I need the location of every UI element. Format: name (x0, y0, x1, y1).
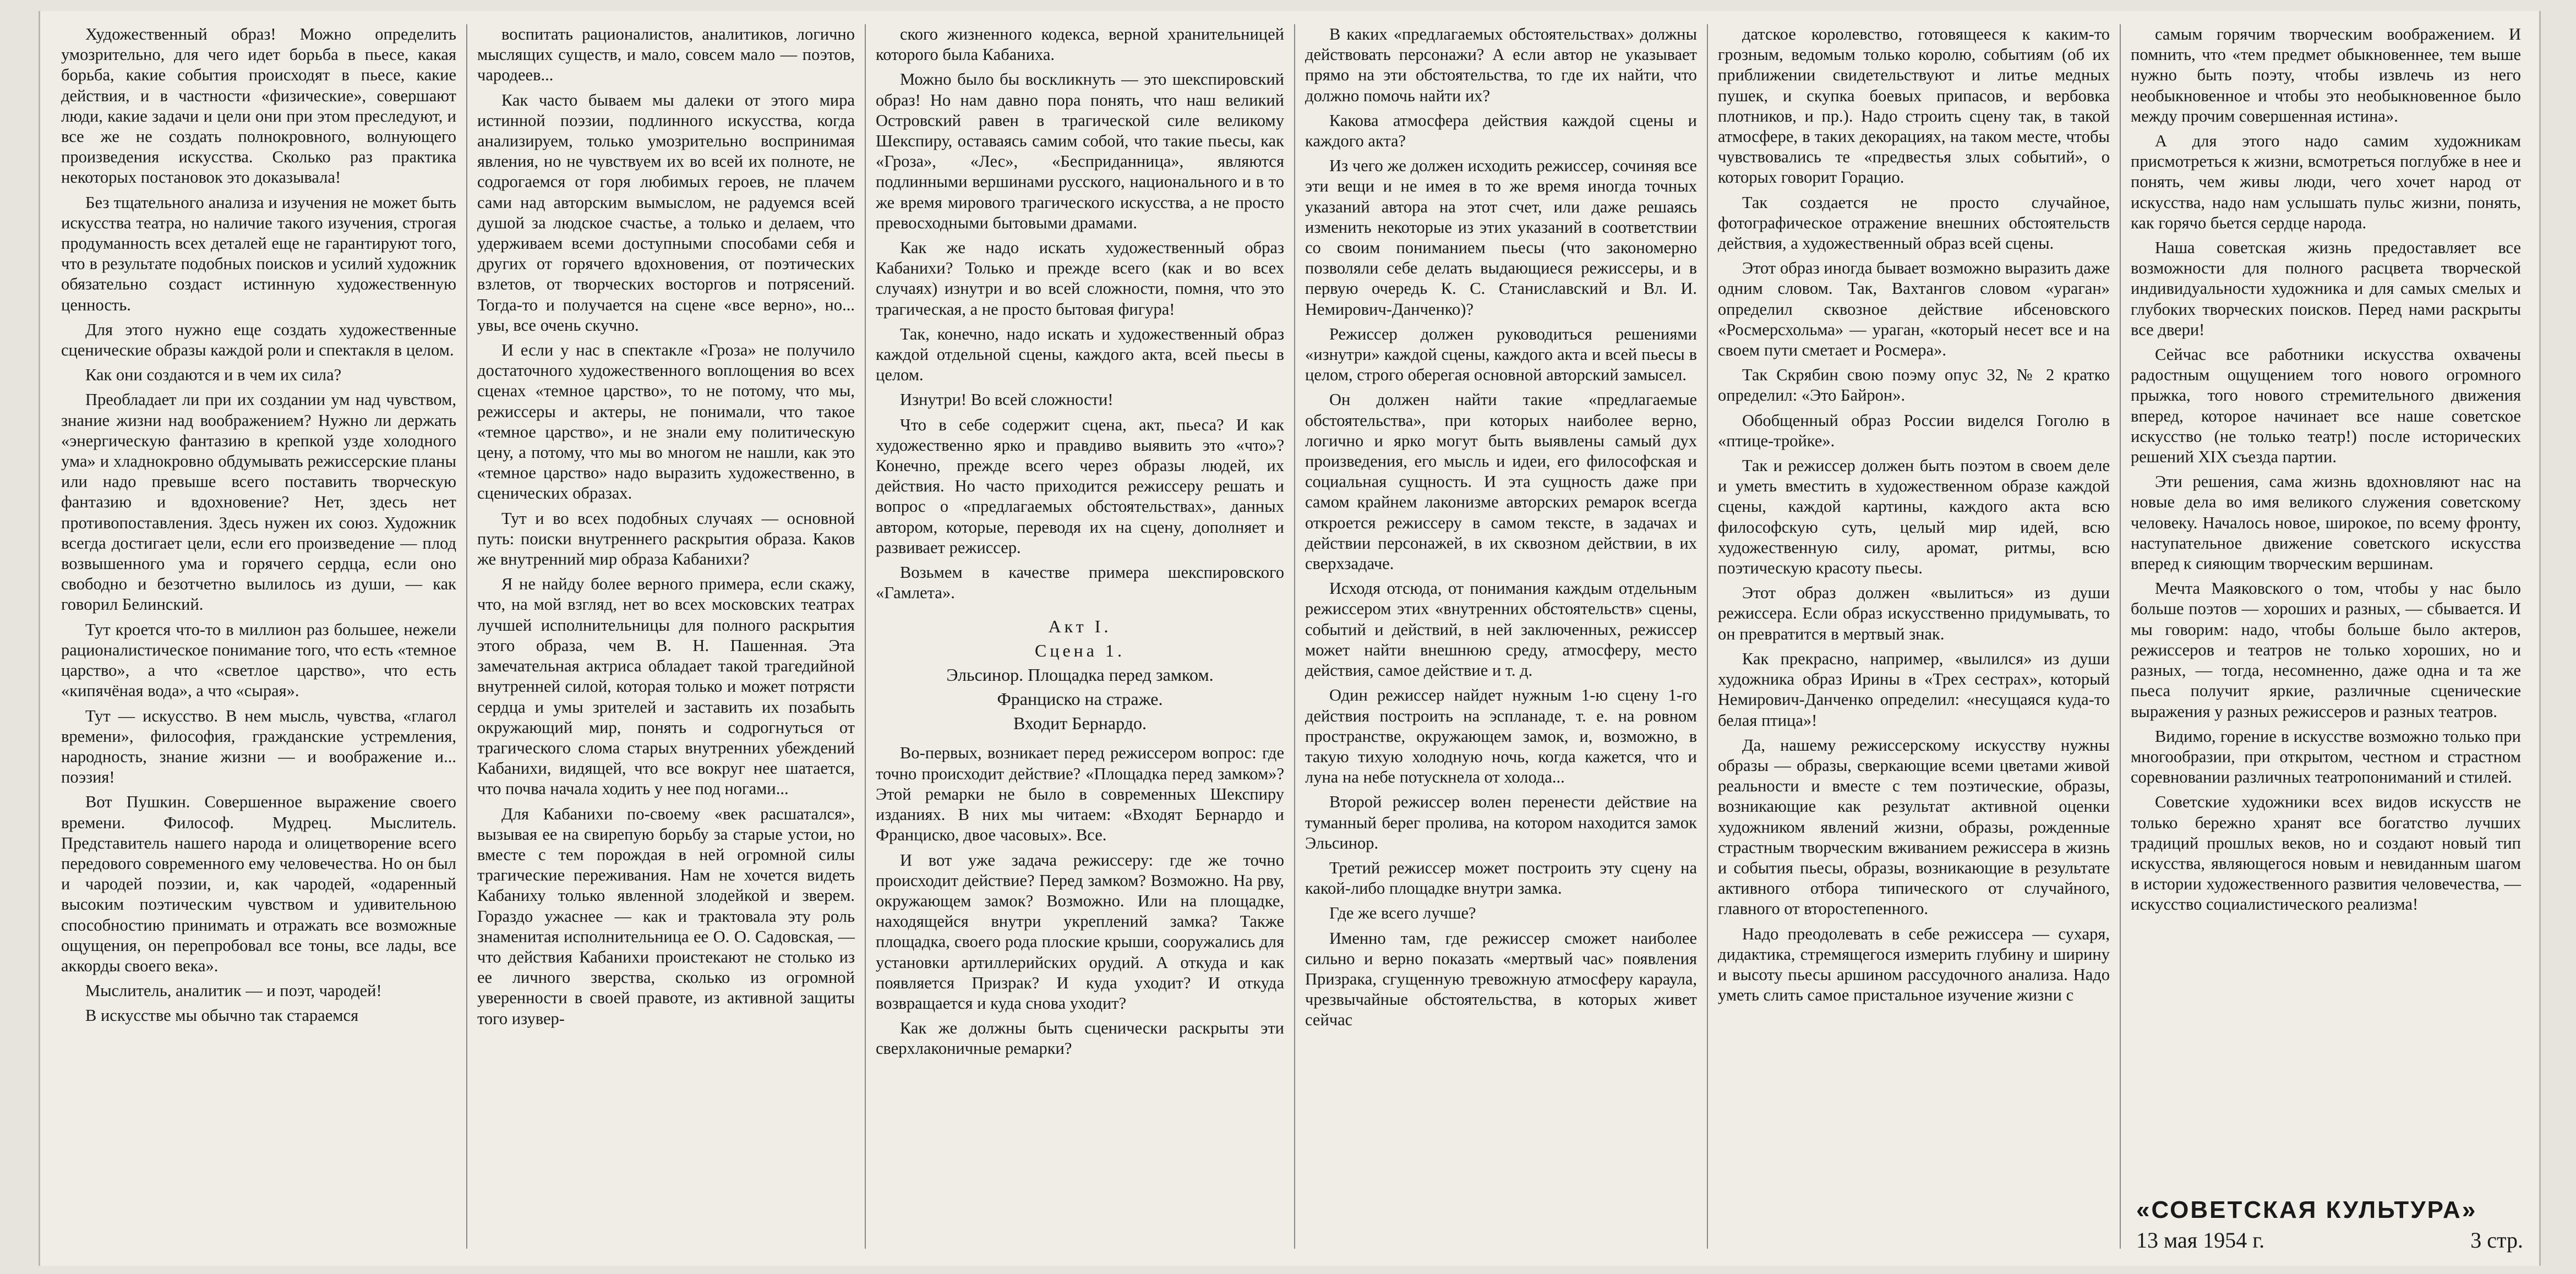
paragraph: Без тщательного анализа и изучения не может быть искусства театра, но наличие такого изучения, строгая продуманность всех деталей еще не гарантируют того, что в результате подобных поисков и усилий художник обязательно создаст истинную художественную ценность. (61, 193, 456, 314)
paragraph: В каких «предлагаемых обстоятельствах» должны действовать персонажи? А если автор не указывает прямо на эти обстоятельства, то где их найти, что должно помочь найти их? (1305, 25, 1697, 105)
paragraph: Наша советская жизнь предоставляет все возможности для полного расцвета творческой индивидуальности художника и для самых смелых и глубоких творческих поисков. Перед нами раскрыты все двери! (2131, 238, 2521, 339)
paragraph: И если у нас в спектакле «Гроза» не получило достаточного художественного воплощения во всех сценах «темное царство», то не потому, что мы, режиссеры и актеры, не понимали, что такое «темное царство», и не знали ему политическую цену, а потому, что мы во многом не нашли, как это «темное царство» надо выразить художественно, в сценических образах. (477, 341, 855, 503)
newspaper-page (39, 11, 2541, 1266)
paragraph: Так Скрябин свою поэму опус 32, № 2 кратко определил: «Это Байрон». (1718, 365, 2110, 405)
paragraph: Один режиссер найдет нужным 1-ю сцену 1-го действия построить на эспланаде, т. е. на ровном пространстве, окружающем замок, и, возможно, в такую тихую холодную ночь, когда кажется, что и луна на небе потускнела от холода... (1305, 686, 1697, 787)
paragraph: Для этого нужно еще создать художественные сценические образы каждой роли и спектакля в целом. (61, 320, 456, 360)
paragraph: Так, конечно, надо искать и художественный образ каждой отдельной сцены, каждого акта, всей пьесы в целом. (876, 324, 1284, 385)
paragraph: датское королевство, готовящееся к каким-то грозным, ведомым только королю, событиям (об их приближении свидетельствуют и литье медных пушек, и скупка боевых припасов, и вербовка плотников, и пр.). Надо строить сцену так, в такой атмосфере, в таких декорациях, на таком месте, чтобы чувствовались те «предвестья злых событий», о которых говорит Горацио. (1718, 25, 2110, 187)
issue-line (2136, 1227, 2523, 1253)
paragraph: Во-первых, возникает перед режиссером вопрос: где точно происходит действие? «Площадка перед замком»? Этой ремарки не было в современных Шекспиру изданиях. В них мы читаем: «Входят Бернардо и Франциско, двое часовых». Все. (876, 743, 1284, 845)
play-excerpt-line: Сцена 1. (1035, 641, 1125, 661)
paragraph: воспитать рационалистов, аналитиков, логично мыслящих существ, и мало, совсем мало — поэтов, чародеев... (477, 25, 855, 85)
play-excerpt-line: Франциско на страже. (997, 689, 1163, 709)
paragraph: Вот Пушкин. Совершенное выражение своего времени. Философ. Мудрец. Мыслитель. Представитель нашего народа и олицетворение всего передового современного ему человечества. Но он был и чародей поэзии, и, как чародей, «одаренный высоким поэтическим чувством и удивительною способностию принимать и отражать все возможные ощущения, он перепробовал все тоны, все лады, все аккорды своего века». (61, 792, 456, 975)
paragraph: Изнутри! Во всей сложности! (900, 390, 1114, 409)
paragraph: Мечта Маяковского о том, чтобы у нас было больше поэтов — хороших и разных, — сбывается. И мы говорим: надо, чтобы больше было актеров, режиссеров и театров не только хороших, но и разных, — тогда, несомненно, даже одна и та же пьеса получит яркие, различные сценические выражения у разных режиссеров и разных театров. (2131, 579, 2521, 721)
paragraph: Тут — искусство. В нем мысль, чувства, «глагол времени», философия, гражданские устремления, народность, знание жизни — и воображение и... поэзия! (61, 706, 456, 787)
paragraph: Преобладает ли при их создании ум над чувством, знание жизни над воображением? Нужно ли держать «энергическую фантазию в крепкой узде холодного ума» и хладнокровно обдумывать режиссерские планы или надо превыше всего поставить творческую фантазию и вдохновение? Нет, здесь нет противопоставления. Здесь нужен их союз. Художник всегда достигает цели, если его произведение — плод возвышенного ума и горячего сердца, если оно свободно и безотчетно вылилось из души, — как говорил Белинский. (61, 390, 456, 614)
paragraph: И вот уже задача режиссеру: где же точно происходит действие? Перед замком? Возможно. На рву, окружающем замок? Возможно. Или на площадке, находящейся внутри укреплений замка? Также площадка, своего рода плоские крыши, сооружались для установки артиллерийских орудий. А откуда и как появляется Призрак? И куда уходит? И откуда возвращается и куда снова уходит? (876, 850, 1284, 1013)
play-excerpt-line: Акт I. (1048, 616, 1112, 637)
paragraph: Тут кроется что-то в миллион раз большее, нежели рационалистическое понимание того, что есть «темное царство», а что «светлое царство», что есть «кипячёная вода», а что «сырая». (61, 620, 456, 701)
paragraph: Он должен найти такие «предлагаемые обстоятельства», при которых наиболее верно, логично и ярко могут быть выявлены самый дух произведения, его мысль и идеи, его философская и социальная сущность. И эта сущность даже при самом крайнем лаконизме авторских ремарок всегда откроется режиссеру в самом тексте, в задачах и действии персонажей, в их сквозном действии, в их сверхзадаче. (1305, 390, 1697, 573)
paragraph: Можно было бы воскликнуть — это шекспировский образ! Но нам давно пора понять, что наш великий Островский равен в трагической силе великому Шекспиру, оставаясь самим собой, что такие пьесы, как «Гроза», «Лес», «Бесприданница», являются подлинными вершинами русского, национального и в то же время мирового трагического искусства, а не просто превосходными бытовыми драмами. (876, 70, 1284, 232)
newspaper-title: «СОВЕТСКАЯ КУЛЬТУРА» (2136, 1196, 2477, 1223)
paragraph: Советские художники всех видов искусств не только бережно хранят все богатство лучших традиций прошлых веков, но и создают новый тип искусства, являющегося новым и невиданным шагом в истории художественного развития человечества, — искусство социалистического реализма! (2131, 792, 2521, 914)
paragraph: Что в себе содержит сцена, акт, пьеса? И как художественно ярко и правдиво выявить это «что»? Конечно, прежде всего через образы людей, их действия. Но часто приходится режиссеру решать и вопрос о «предлагаемых обстоятельствах», данных автором, которые, переводя их на сцену, дополняет и развивает режиссер. (876, 415, 1284, 557)
paragraph: Сейчас все работники искусства охвачены радостным ощущением того нового огромного прыжка, того нового стремительного движения вперед, которое начинает все наше советское искусство (не только театр!) после исторических решений XIX съезда партии. (2131, 345, 2521, 467)
masthead (2136, 1196, 2523, 1253)
paragraph: Да, нашему режиссерскому искусству нужны образы — образы, сверкающие всеми цветами живой реальности и вместе с тем поэтические, образы, возникающие как результат активной оценки художником явлений жизни, образы, рожденные страстным творческим вживанием режиссера в жизнь и события пьесы, образы, возникающие в результате активного отбора типического от случайного, главного от второстепенного. (1718, 735, 2110, 918)
paragraph: Художественный образ! Можно определить умозрительно, для чего идет борьба в пьесе, какая борьба, какие события происходят в пьесе, какие действия, и в частности «физические», совершают люди, какие задачи и цели они при этом преследуют, и все же не создать полнокровного, волнующего произведения искусства. Сколько раз практика некоторых постановок это доказывала! (61, 25, 456, 187)
text-column (1295, 24, 1708, 1249)
play-excerpt (876, 614, 1284, 735)
paragraph: Обобщенный образ России виделся Гоголю в «птице-тройке». (1718, 411, 2110, 450)
paragraph: Для Кабанихи по-своему «век расшатался», вызывая ее на свирепую борьбу за старые устои, но вместе с тем порождая в ней огромной силы трагические переживания. Нам не хочется видеть Кабаниху только явленной злодейкой и зверем. Гораздо ужаснее — как и трактовала эту роль знаменитая исполнительница ее О. О. Садовская, — что действия Кабанихи проистекают не столько из ее личного зверства, сколько из огромной уверенности в своей правоте, из активной защиты того изувер- (477, 804, 855, 1028)
paragraph: Тут и во всех подобных случаях — основной путь: поиски внутреннего раскрытия образа. Каков же внутренний мир образа Кабанихи? (477, 508, 855, 569)
paragraph: самым горячим творческим воображением. И помнить, что «тем предмет обыкновеннее, тем выше нужно быть поэту, чтобы извлечь из него необыкновенное и чтобы это необыкновенное было между прочим совершенная истина». (2131, 25, 2521, 125)
paragraph: Режиссер должен руководиться решениями «изнутри» каждой сцены, каждого акта и всей пьесы в целом, строго оберегая основной авторский замысел. (1305, 324, 1697, 385)
paragraph: Именно там, где режиссер сможет наиболее сильно и верно показать «мертвый час» появления Призрака, сгущенную тревожную атмосферу караула, чрезвычайные обстоятельства, в которых живет сейчас (1305, 928, 1697, 1030)
text-column (1708, 24, 2121, 1249)
paragraph: Как часто бываем мы далеки от этого мира истинной поэзии, подлинного искусства, когда анализируем, только умозрительно воспринимая явления, но не чувствуем их во всей их полноте, не содрогаемся от горя любимых героев, не плачем сами над авторским вымыслом, не радуемся всей душой за людское счастье, а только и делаем, что удерживаем всеми доступными способами себя и других от горячего вдохновения, от поэтических взлетов, от творческих восторгов и потрясений. Тогда-то и получается на сцене «все верно», но... увы, все очень скучно. (477, 90, 855, 335)
paragraph: Как прекрасно, например, «вылился» из души художника образ Ирины в «Трех сестрах», который Немирович-Данченко определил: «несущаяся куда-то белая птица»! (1718, 649, 2110, 730)
paragraph: Надо преодолевать в себе режиссера — сухаря, дидактика, стремящегося измерить глубину и ширину и высоту пьесы аршином рассудочного анализа. Надо уметь слить самое пристальное изучение жизни с (1718, 924, 2110, 1005)
paragraph: Третий режиссер может построить эту сцену на какой-либо площадке внутри замка. (1305, 858, 1697, 898)
paragraph: Как же надо искать художественный образ Кабанихи? Только и прежде всего (как и во всех случаях) изнутри и во всей сложности, помня, что это трагическая, а не просто бытовая фигура! (876, 238, 1284, 319)
paragraph: Мыслитель, аналитик — и поэт, чародей! (85, 981, 382, 1000)
paragraph: Так создается не просто случайное, фотографическое отражение внешних обстоятельств действия, а художественный образ всей сцены. (1718, 193, 2110, 253)
paragraph: Второй режиссер волен перенести действие на туманный берег пролива, на котором находится замок Эльсинор. (1305, 792, 1697, 852)
page-number: 3 стр. (2470, 1228, 2523, 1253)
paragraph: ского жизненного кодекса, верной хранительницей которого была Кабаниха. (876, 25, 1284, 64)
play-excerpt-line: Входит Бернардо. (1013, 713, 1147, 734)
paragraph: В искусстве мы обычно так стараемся (85, 1006, 359, 1025)
paragraph: Этот образ должен «вылиться» из души режиссера. Если образ искусственно придумывать, то он превратится в мертвый знак. (1718, 583, 2110, 643)
play-excerpt-line: Эльсинор. Площадка перед замком. (946, 665, 1214, 685)
paragraph: Видимо, горение в искусстве возможно только при многообразии, при открытом, честном и страстном соревновании различных театропониманий и стилей. (2131, 726, 2521, 787)
paragraph: Как же должны быть сценически раскрыты эти сверхлаконичные ремарки? (876, 1019, 1284, 1058)
issue-date: 13 мая 1954 г. (2136, 1228, 2265, 1253)
paragraph: Как они создаются и в чем их сила? (85, 365, 342, 385)
text-column (51, 24, 467, 1249)
text-column (866, 24, 1295, 1249)
text-column (467, 24, 866, 1249)
paragraph: Возьмем в качестве примера шекспировского «Гамлета». (876, 563, 1284, 603)
paragraph: Эти решения, сама жизнь вдохновляют нас на новые дела во имя великого служения советскому человеку. Началось новое, широкое, по всему фронту, наступательное движение советского искусства вперед к сияющим творческим вершинам. (2131, 472, 2521, 573)
paragraph: Из чего же должен исходить режиссер, сочиняя все эти вещи и не имея в то же время иногда точных указаний автора на этот счет, или даже решаясь изменить некоторые из этих указаний в соответствии со своим пониманием пьесы (что закономерно позволяли себе делать выдающиеся режиссеры, и в первую очередь К. С. Станиславский и Вл. И. Немирович-Данченко)? (1305, 156, 1697, 319)
paragraph: Исходя отсюда, от понимания каждым отдельным режиссером этих «внутренних обстоятельств» сцены, событий и действий, в ней заключенных, режиссер может найти внешнюю среду, атмосферу, место действия, самое действие и т. д. (1305, 579, 1697, 680)
paragraph: Я не найду более верного примера, если скажу, что, на мой взгляд, нет во всех московских театрах лучшей исполнительницы для полного раскрытия этого образа, чем В. Н. Пашенная. Эта замечательная актриса обладает такой трагедийной внутренней силой, которая только и может потрясти сердца и умы зрителей и заставить их позабыть окружающий мир, понять и содрогнуться от трагического слома старых внутренних убеждений Кабанихи, видящей, что все вокруг нее шатается, что почва начала ходить у нее под ногами... (477, 575, 855, 799)
paragraph: Так и режиссер должен быть поэтом в своем деле и уметь вместить в художественном образе каждой сцены, каждой картины, каждого акта всю философскую суть, целый мир идей, всю художественную силу, аромат, ритмы, всю поэтическую красоту пьесы. (1718, 456, 2110, 578)
paragraph: Где же всего лучше? (1329, 904, 1476, 923)
text-column (2121, 24, 2531, 1268)
paragraph: Какова атмосфера действия каждой сцены и каждого акта? (1305, 111, 1697, 151)
paragraph: Этот образ иногда бывает возможно выразить даже одним словом. Так, Вахтангов словом «ураган» определил сквозное действие ибсеновского «Росмерсхольма» — ураган, «который несет все и на своем пути сметает и Росмера». (1718, 259, 2110, 360)
paragraph: А для этого надо самим художникам присмотреться к жизни, всмотреться поглубже в нее и понять, чем живы люди, чего хочет народ от искусства, надо нам услышать пульс жизни, понять, как горячо бьется сердце народа. (2131, 132, 2521, 232)
